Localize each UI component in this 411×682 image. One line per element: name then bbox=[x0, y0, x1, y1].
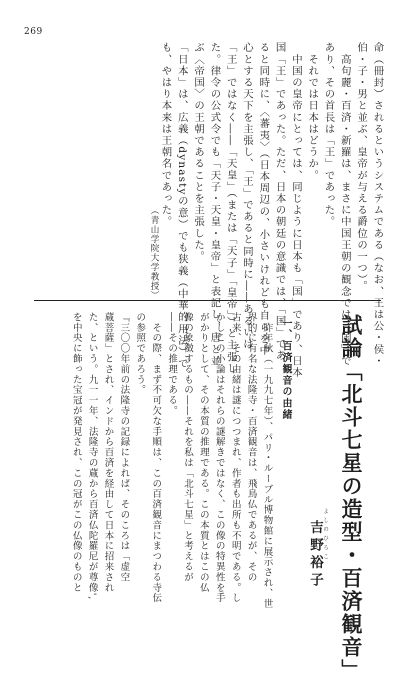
text-line: がかりとして、その本質の推理である。この本質とはこの仏 bbox=[197, 312, 209, 593]
text-line: 界的に有名な法隆寺・百済観音は、飛鳥仏であるが、その bbox=[245, 312, 257, 583]
text-line: を中央に飾った宝冠が発見され、この冠がこの仏像のものと bbox=[70, 312, 82, 593]
text-line: ――その推理である。 bbox=[166, 312, 178, 416]
text-line: 命（冊封）されるというシステムである（なお、王は公・侯・ bbox=[371, 42, 384, 367]
text-line: 古来、その由緒は謎につつまれ、作者も出所も不明である。し bbox=[229, 312, 241, 604]
section-divider bbox=[34, 300, 381, 301]
text-line: あり、その首長は「王」であった。 bbox=[322, 42, 335, 228]
text-line: 『三〇〇年前の法隆寺の記録によれば、そのころは「虚空 bbox=[118, 312, 130, 583]
text-line: 国「王」であった。ただ、日本の朝廷の意識では、「国」であ bbox=[273, 42, 286, 362]
text-line: 伯・子・男と並ぶ、皇帝が与える爵位の一つ）。 bbox=[355, 42, 368, 292]
affiliation: （青山学院大学教授） bbox=[149, 206, 159, 300]
text-line: ると同時に、〈蕃夷〉（日本周辺の、小さいけれども自らを中 bbox=[257, 42, 270, 357]
text-line: ぶ〈帝国〉の王朝であることを主張した。 bbox=[192, 42, 205, 263]
page-number: 269 bbox=[24, 27, 43, 37]
text-line: 昨年秋（一九九七年）、パリ・ルーブル博物館に展示され、世 bbox=[261, 312, 273, 609]
author-ruby: よしのひろこ bbox=[322, 508, 328, 563]
text-line: 中国の皇帝にとっては、同じように日本も「国」であり、日本 bbox=[289, 42, 302, 379]
text-line: かしこの小論はそれらの謎解きではなく、この像の特異性を手 bbox=[213, 312, 225, 604]
text-line: 「日本」は、広義（dynastyの意）でも狭義（中華的用法）で bbox=[175, 42, 188, 370]
text-line: た、という。九一一年、法隆寺の蔵から百済仏陀羅尼が尊像', bbox=[86, 312, 98, 601]
text-line: 蔵菩薩」とされ、インドから百済を経由して日本に招来され bbox=[102, 312, 114, 593]
author-name: 吉野裕子 bbox=[307, 520, 323, 590]
text-line: その際、まず不可欠な手順は、この百済観音にまつわる寺伝 bbox=[150, 312, 162, 604]
text-line: も、やはり本来は王朝名であった。 bbox=[159, 42, 172, 228]
text-line: 像の象徴するもの――それを私は「北斗七星」と考えるが bbox=[182, 312, 193, 583]
text-line: それでは日本はどうか。 bbox=[306, 42, 319, 182]
article-title: 試論「北斗七星の造型・百済観音」 bbox=[339, 314, 364, 682]
section-heading: 一、百済観音の由緒 bbox=[280, 318, 291, 421]
text-line: 心とする天下を主張し、「王」であると同時に――あるいは bbox=[241, 42, 253, 350]
text-line: た。律令の公式令でも「天子・天皇・皇帝」と表記し、唐と並 bbox=[208, 42, 221, 367]
text-line: 「王」ではなく――「天皇」（または「天子」「皇帝」）と主張し bbox=[224, 42, 237, 375]
text-line: 高句麗・百済・新羅は、まさに中国王朝の観念では「国」で bbox=[338, 42, 351, 367]
text-line: の参照であろう。 bbox=[134, 312, 146, 396]
